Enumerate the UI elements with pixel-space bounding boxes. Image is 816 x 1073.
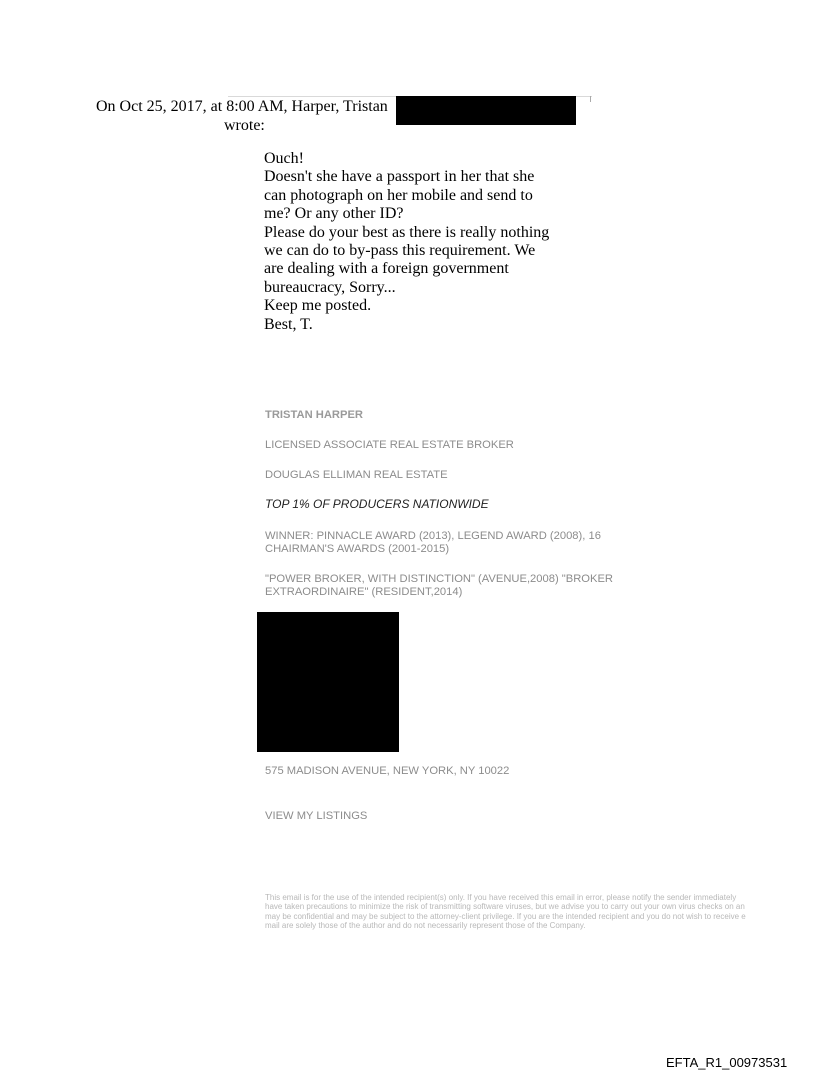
- redacted-email-block: [396, 96, 576, 125]
- signature-company: DOUGLAS ELLIMAN REAL ESTATE: [265, 469, 448, 481]
- body-line: bureaucracy, Sorry...: [264, 278, 396, 296]
- disclaimer-line: may be confidential and may be subject to the attorney-client privilege. If you are the intended recipient and you do not wish to receive e: [265, 911, 746, 921]
- header-divider-tick: [590, 96, 591, 102]
- disclaimer-line: This email is for the use of the intended recipient(s) only. If you have received this email in error, please notify the sender immediately: [265, 893, 737, 902]
- signature-quote-line1: "POWER BROKER, WITH DISTINCTION" (AVENUE,2008) "BROKER: [265, 573, 613, 585]
- signature-awards-line1: WINNER: PINNACLE AWARD (2013), LEGEND AWARD (2008), 16: [265, 530, 601, 542]
- signature-address: 575 MADISON AVENUE, NEW YORK, NY 10022: [265, 765, 510, 777]
- redacted-photo: [257, 612, 399, 752]
- body-line: Ouch!: [264, 150, 304, 167]
- disclaimer-line: have taken precautions to minimize the risk of transmitting software viruses, but we advise you to carry out your own virus checks on an: [265, 902, 745, 912]
- disclaimer-line: mail are solely those of the author and do not necessarily represent those of the Company.: [265, 921, 586, 931]
- email-disclaimer: [265, 893, 816, 931]
- body-line: Please do your best as there is really nothing: [264, 223, 550, 241]
- message-body: [264, 150, 564, 334]
- reply-header-line: On Oct 25, 2017, at 8:00 AM, Harper, Tristan: [96, 98, 388, 115]
- body-line: are dealing with a foreign government: [264, 260, 509, 278]
- signature-name: TRISTAN HARPER: [265, 409, 363, 421]
- signature-title: LICENSED ASSOCIATE REAL ESTATE BROKER: [265, 439, 514, 451]
- signature-awards-line2: CHAIRMAN'S AWARDS (2001-2015): [265, 543, 450, 555]
- signature-quote-line2: EXTRAORDINAIRE" (RESIDENT,2014): [265, 586, 463, 598]
- view-listings-link[interactable]: VIEW MY LISTINGS: [265, 810, 368, 822]
- body-line: can photograph on her mobile and send to: [264, 186, 533, 204]
- reply-header-wrote: wrote:: [224, 117, 265, 134]
- document-id: EFTA_R1_00973531: [666, 1055, 788, 1070]
- signature-tagline: TOP 1% OF PRODUCERS NATIONWIDE: [265, 497, 489, 511]
- body-line: Doesn't she have a passport in her that she: [264, 168, 535, 186]
- body-line: we can do to by-pass this requirement. We: [264, 242, 536, 260]
- body-line: Best, T.: [264, 315, 313, 333]
- body-line: Keep me posted.: [264, 297, 372, 315]
- body-line: me? Or any other ID?: [264, 205, 404, 223]
